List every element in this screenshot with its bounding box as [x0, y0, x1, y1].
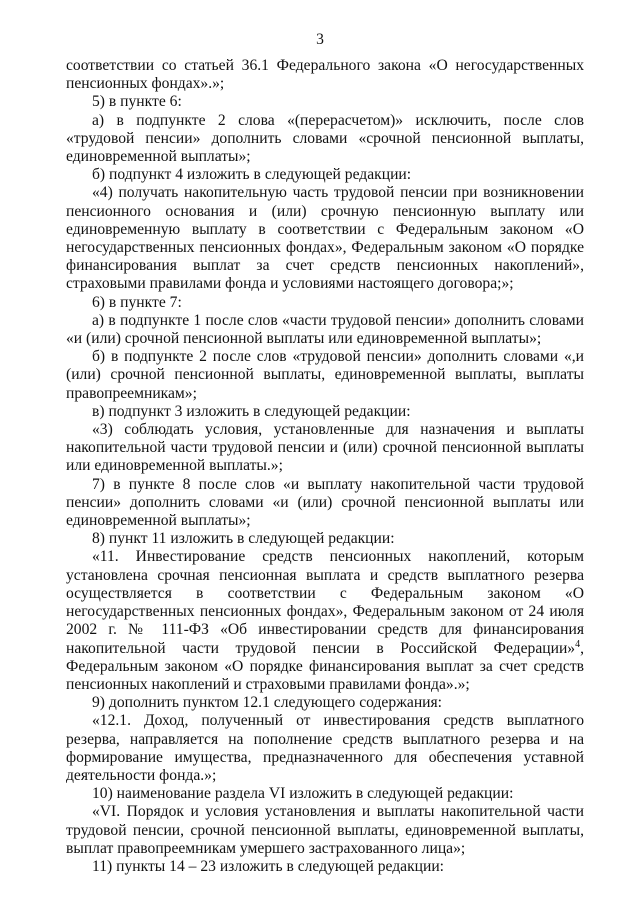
paragraph-text: «VI. Порядок и условия установления и выплаты накопительной части трудовой пенсии, срочной пенсионной выплаты, единовременной выплаты, выплат правопреемникам умершего застрахованного лица»; [66, 803, 584, 857]
paragraph-text: 11) пункты 14 – 23 изложить в следующей редакции: [92, 857, 445, 875]
paragraph [66, 312, 584, 348]
paragraph [66, 348, 584, 403]
paragraph [66, 530, 584, 548]
paragraph [66, 294, 584, 312]
paragraph [66, 93, 584, 111]
page-number: 3 [316, 31, 324, 48]
paragraph-text: «12.1. Доход, полученный от инвестирования средств выплатного резерва, направляется на пополнение средств выплатного резерва и на формирование имущества, предназначенного для обеспечения уставной деятельности фонда.»; [66, 712, 584, 784]
paragraph-text: 9) дополнить пунктом 12.1 следующего содержания: [92, 694, 443, 712]
paragraph-text: «11. Инвестирование средств пенсионных накоплений, которым установлена срочная пенсионная выплата и средств выплатного резерва осуществляется в соответствии с Федеральным законом «О негосударственных пенсионных фондах», Федеральным законом от 24 июля 2002 г. № 111-ФЗ «Об инвестировании средств для финансирования накопительной части трудовой пенсии в Российской Федерации» [66, 548, 584, 657]
paragraph [66, 166, 584, 184]
paragraph [66, 403, 584, 421]
paragraph [66, 694, 584, 712]
paragraph [66, 785, 584, 803]
paragraph [66, 548, 584, 694]
paragraph-text: 7) в пункте 8 после слов «и выплату накопительной части трудовой пенсии» дополнить словами «и (или) срочной пенсионной выплаты или единовременной выплаты»; [66, 475, 584, 530]
paragraph-text-continued: , Федеральным законом «О порядке финансирования выплат за счет средств пенсионных накоплений и страховыми правилами фонда».»; [66, 639, 584, 693]
paragraph [66, 803, 584, 858]
paragraph-text: 6) в пункте 7: [92, 293, 182, 311]
paragraph [66, 112, 584, 167]
paragraph [66, 712, 584, 785]
paragraph-text: а) в подпункте 1 после слов «части трудовой пенсии» дополнить словами «и (или) срочной пенсионной выплаты или единовременной выплаты»; [66, 311, 584, 348]
paragraph [66, 858, 584, 876]
paragraph-text: 5) в пункте 6: [92, 93, 182, 111]
paragraph-text: 10) наименование раздела VI изложить в следующей редакции: [92, 785, 514, 803]
paragraph [66, 421, 584, 476]
document-body [66, 57, 584, 876]
paragraph-text: соответствии со статьей 36.1 Федерального закона «О негосударственных пенсионных фондах».»; [66, 57, 584, 93]
paragraph [66, 184, 584, 293]
paragraph [66, 476, 584, 531]
paragraph-text: в) подпункт 3 изложить в следующей редакции: [92, 402, 411, 420]
footnote-marker: 4 [575, 638, 581, 650]
paragraph-text: «3) соблюдать условия, установленные для назначения и выплаты накопительной части трудовой пенсии и (или) срочной пенсионной выплаты или единовременной выплаты.»; [66, 421, 584, 475]
paragraph [66, 57, 584, 93]
paragraph-text: «4) получать накопительную часть трудовой пенсии при возникновении пенсионного основания и (или) срочную пенсионную выплату или единовременную выплату в соответствии с Федеральным законом «О негосударственных пенсионных фондах», Федеральным законом «О порядке финансирования выплат за счет средств пенсионных накоплений», страховыми правилами фонда и условиями настоящего договора;»; [66, 184, 584, 293]
paragraph-text: б) подпункт 4 изложить в следующей редакции: [92, 166, 412, 184]
paragraph-text: 8) пункт 11 изложить в следующей редакции: [92, 530, 395, 548]
paragraph-text: а) в подпункте 2 слова «(перерасчетом)» исключить, после слов «трудовой пенсии» дополнить словами «срочной пенсионной выплаты, единовременной выплаты»; [66, 111, 584, 166]
paragraph-text: б) в подпункте 2 после слов «трудовой пенсии» дополнить словами «,и (или) срочной пенсионной выплаты, единовременной выплаты, выплаты правопреемникам»; [66, 348, 584, 402]
